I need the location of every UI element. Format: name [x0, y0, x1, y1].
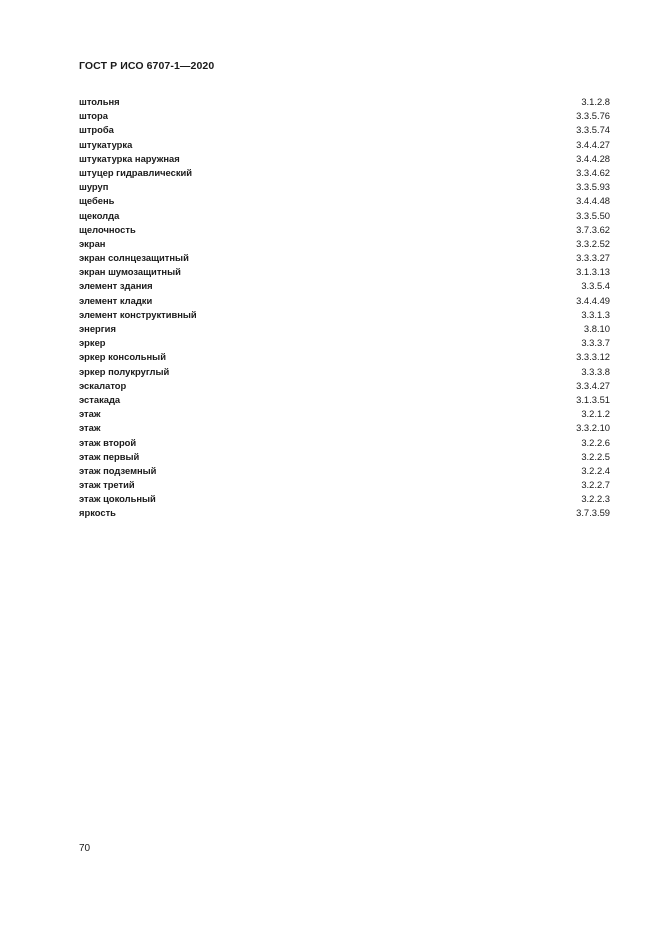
- index-term: эркер: [79, 337, 106, 349]
- index-row: [79, 237, 610, 251]
- index-term: штора: [79, 110, 108, 122]
- index-reference: 3.2.2.5: [581, 450, 610, 462]
- index-row: [79, 379, 610, 393]
- index-row: [79, 180, 610, 194]
- index-row: [79, 492, 610, 506]
- index-reference: 3.3.4.27: [576, 379, 610, 391]
- index-row: [79, 223, 610, 237]
- index-term: щелочность: [79, 223, 136, 235]
- index-reference: 3.3.3.7: [581, 337, 610, 349]
- index-row: [79, 123, 610, 137]
- index-term: штуцер гидравлический: [79, 166, 193, 178]
- index-row: [79, 194, 610, 208]
- index-reference: 3.3.3.12: [576, 351, 610, 363]
- index-term: штроба: [79, 124, 114, 136]
- index-row: [79, 152, 610, 166]
- term-index-list: [79, 95, 610, 521]
- index-row: [79, 464, 610, 478]
- index-reference: 3.1.3.13: [576, 266, 610, 278]
- index-term: яркость: [79, 507, 116, 519]
- index-row: [79, 478, 610, 492]
- page-number: 70: [79, 843, 91, 854]
- index-reference: 3.2.2.4: [581, 464, 610, 476]
- index-reference: 3.8.10: [583, 323, 610, 334]
- index-reference: 3.1.2.8: [581, 96, 610, 107]
- index-reference: 3.7.3.59: [576, 507, 610, 519]
- index-term: штольня: [79, 96, 120, 107]
- index-row: [79, 336, 610, 350]
- index-reference: 3.3.3.8: [581, 365, 610, 377]
- index-reference: 3.3.2.52: [576, 237, 610, 249]
- index-row: [79, 506, 610, 520]
- index-term: щеколда: [79, 209, 120, 221]
- index-reference: 3.3.4.62: [576, 166, 610, 178]
- index-reference: 3.3.5.93: [576, 181, 610, 193]
- index-reference: 3.3.5.74: [576, 124, 610, 136]
- index-term: щебень: [79, 195, 115, 207]
- index-term: энергия: [79, 323, 116, 334]
- index-term: эркер консольный: [79, 351, 166, 363]
- index-reference: 3.3.2.10: [576, 422, 610, 434]
- index-term: элемент здания: [79, 280, 153, 292]
- index-term: экран солнцезащитный: [79, 252, 189, 264]
- index-row: [79, 294, 610, 308]
- index-term: штукатурка: [79, 138, 133, 150]
- index-row: [79, 450, 610, 464]
- index-term: эстакада: [79, 393, 121, 405]
- index-term: этаж первый: [79, 450, 140, 462]
- index-term: эскалатор: [79, 379, 127, 391]
- index-row: [79, 209, 610, 223]
- index-term: этаж цокольный: [79, 493, 156, 505]
- index-term: экран шумозащитный: [79, 266, 181, 278]
- index-row: [79, 109, 610, 123]
- index-term: экран: [79, 237, 106, 249]
- index-reference: 3.4.4.27: [576, 138, 610, 150]
- index-row: [79, 436, 610, 450]
- index-term: этаж второй: [79, 436, 137, 448]
- index-row: [79, 421, 610, 435]
- index-term: эркер полукруглый: [79, 365, 170, 377]
- index-row: [79, 350, 610, 364]
- index-reference: 3.4.4.28: [576, 152, 610, 164]
- index-row: [79, 407, 610, 421]
- index-reference: 3.2.2.3: [581, 493, 610, 505]
- index-row: [79, 265, 610, 279]
- index-reference: 3.2.2.6: [581, 436, 610, 448]
- index-reference: 3.7.3.62: [576, 223, 610, 235]
- index-reference: 3.1.3.51: [576, 393, 610, 405]
- index-term: элемент конструктивный: [79, 308, 197, 320]
- document-header: ГОСТ Р ИСО 6707-1—2020: [79, 60, 215, 72]
- index-row: [79, 95, 610, 109]
- index-row: [79, 279, 610, 293]
- index-reference: 3.4.4.49: [576, 294, 610, 306]
- index-reference: 3.3.3.27: [576, 252, 610, 264]
- index-reference: 3.2.2.7: [581, 479, 610, 491]
- index-term: этаж: [79, 422, 101, 434]
- index-row: [79, 393, 610, 407]
- index-reference: 3.3.5.50: [576, 209, 610, 221]
- index-row: [79, 138, 610, 152]
- index-reference: 3.3.1.3: [581, 308, 610, 320]
- index-row: [79, 308, 610, 322]
- index-reference: 3.4.4.48: [576, 195, 610, 207]
- index-row: [79, 365, 610, 379]
- index-term: этаж подземный: [79, 464, 157, 476]
- index-term: шуруп: [79, 181, 109, 193]
- index-term: элемент кладки: [79, 294, 153, 306]
- index-term: штукатурка наружная: [79, 152, 180, 164]
- index-row: [79, 251, 610, 265]
- index-reference: 3.3.5.4: [581, 280, 610, 292]
- index-term: этаж третий: [79, 479, 135, 491]
- index-row: [79, 322, 610, 336]
- index-reference: 3.3.5.76: [576, 110, 610, 122]
- index-term: этаж: [79, 408, 101, 420]
- index-reference: 3.2.1.2: [581, 408, 610, 420]
- index-row: [79, 166, 610, 180]
